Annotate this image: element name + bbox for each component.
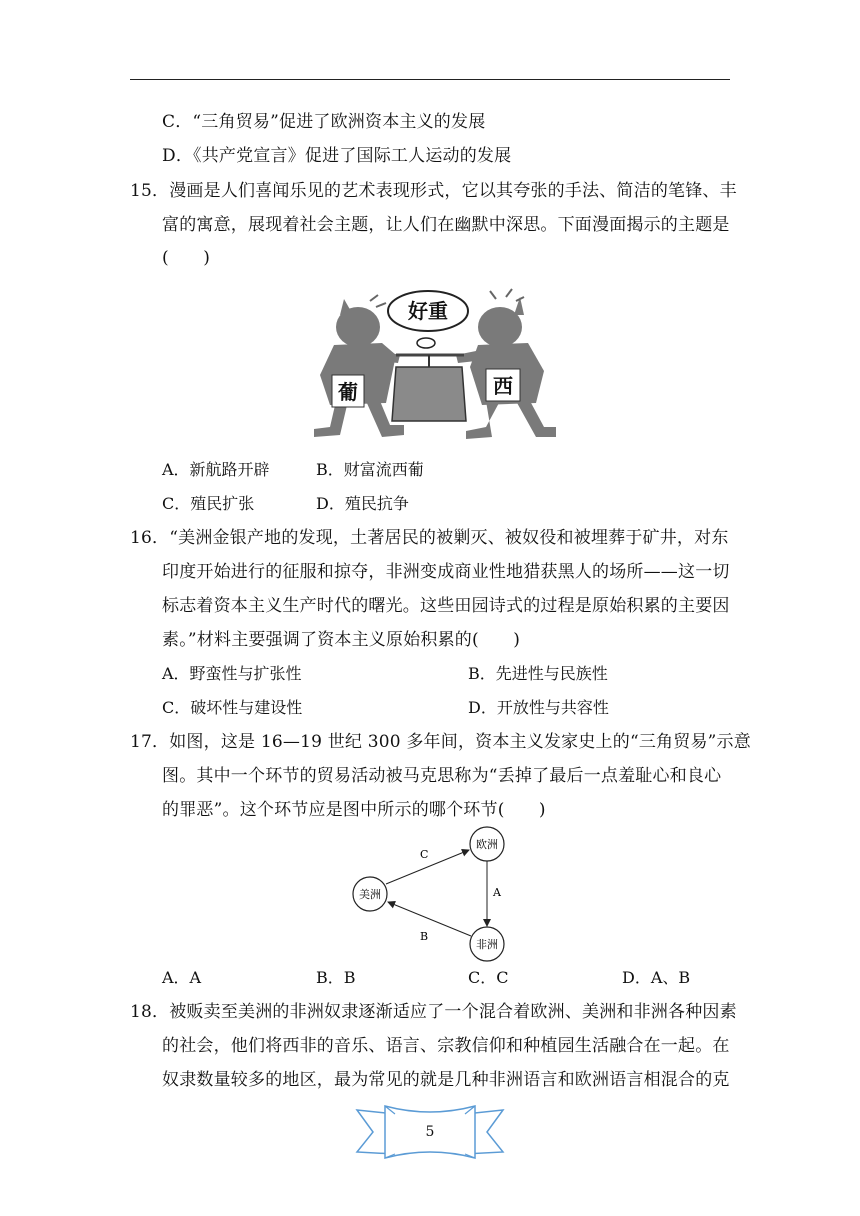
cartoon-bubble-text: 好重 — [408, 299, 448, 323]
q17-option-b: B．B — [316, 968, 356, 987]
q15-cartoon — [300, 285, 560, 450]
q16-option-a: A．野蛮性与扩张性 — [162, 664, 302, 683]
q17-option-d: D．A、B — [622, 968, 691, 987]
edge-a-label: A — [493, 886, 501, 899]
q15-stem-line-2: 富的寓意，展现着社会主题，让人们在幽默中深思。下面漫面揭示的主题是 — [162, 215, 730, 235]
q18-stem-line-3: 奴隶数量较多的地区，最为常见的就是几种非洲语言和欧洲语言相混合的克 — [162, 1070, 730, 1090]
q17-stem-line-2: 图。其中一个环节的贸易活动被马克思称为“丢掉了最后一点羞耻心和良心 — [162, 766, 722, 786]
q15-option-b: B．财富流西葡 — [316, 460, 424, 479]
q15-option-d: D．殖民抗争 — [316, 494, 409, 513]
node-africa-label: 非洲 — [476, 938, 498, 951]
q14-option-c: C．“三角贸易”促进了欧洲资本主义的发展 — [162, 112, 486, 132]
q15-stem-line-1: 15．漫画是人们喜闻乐见的艺术表现形式，它以其夸张的手法、简洁的笔锋、丰 — [130, 181, 737, 201]
q16-option-b: B．先进性与民族性 — [468, 664, 608, 683]
cartoon-figure-spain — [456, 297, 556, 439]
q17-option-c: C．C — [468, 968, 509, 987]
q16-option-c: C．破坏性与建设性 — [162, 698, 303, 717]
q17-stem-line-1: 17．如图，这是 16—19 世纪 300 多年间，资本主义发家史上的“三角贸易”示意 — [130, 732, 751, 752]
q16-stem-line-2: 印度开始进行的征服和掠夺，非洲变成商业性地猎获黑人的场所——这一切 — [162, 562, 730, 582]
header-rule — [130, 79, 730, 80]
q18-stem-line-1: 18．被贩卖至美洲的非洲奴隶逐渐适应了一个混合着欧洲、美洲和非洲各种因素 — [130, 1002, 737, 1022]
q15-option-a: A．新航路开辟 — [162, 460, 270, 479]
q17-option-a: A．A — [162, 968, 202, 987]
q16-stem-line-3: 标志着资本主义生产时代的曙光。这些田园诗式的过程是原始积累的主要因 — [162, 596, 730, 616]
q16-option-d: D．开放性与共容性 — [468, 698, 609, 717]
page-number: 5 — [425, 1124, 435, 1140]
cartoon-label-portugal: 葡 — [338, 380, 358, 404]
q14-option-d: D．《共产党宣言》促进了国际工人运动的发展 — [162, 146, 512, 166]
cartoon-label-spain: 西 — [493, 374, 513, 398]
q18-stem-line-2: 的社会，他们将西非的音乐、语言、宗教信仰和种植园生活融合在一起。在 — [162, 1036, 730, 1056]
q17-stem-line-3: 的罪恶”。这个环节应是图中所示的哪个环节( ) — [162, 800, 546, 820]
edge-b-label: B — [420, 930, 429, 943]
q16-stem-line-1: 16．“美洲金银产地的发现，土著居民的被剿灭、被奴役和被埋葬于矿井，对东 — [130, 528, 729, 548]
triangle-trade-diagram — [340, 822, 520, 962]
node-europe-label: 欧洲 — [476, 838, 498, 851]
q15-option-c: C．殖民扩张 — [162, 494, 255, 513]
edge-c-label: C — [420, 848, 429, 861]
node-america-label: 美洲 — [359, 888, 381, 901]
q15-answer-bracket: ( ) — [162, 248, 211, 268]
cartoon-treasure-bag — [392, 367, 466, 421]
q16-stem-line-4: 素。”材料主要强调了资本主义原始积累的( ) — [162, 630, 521, 650]
edge-b — [388, 902, 471, 936]
